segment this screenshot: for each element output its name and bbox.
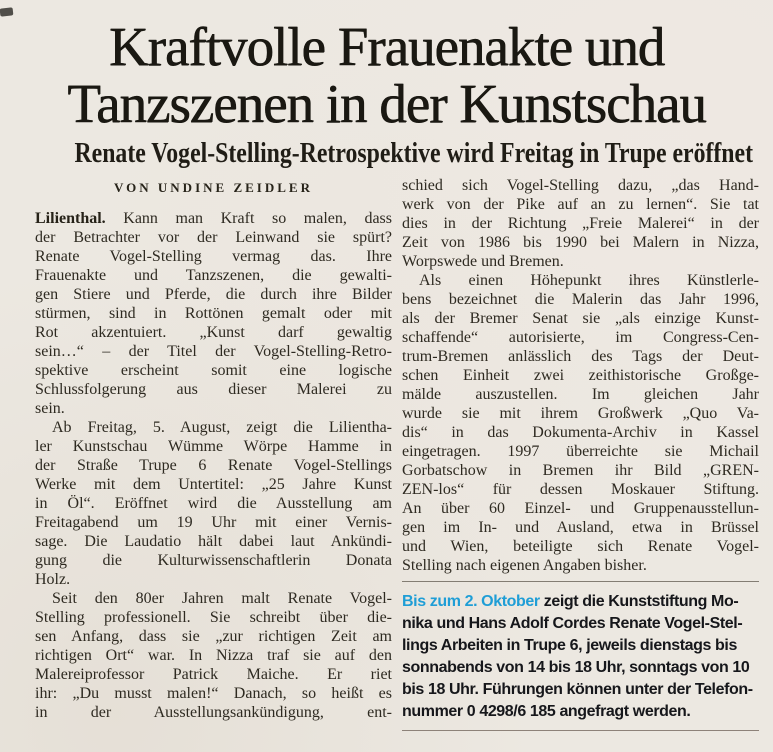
body-line: ihr: „Du musst malen!“ Danach, so heißt es xyxy=(35,685,392,702)
body-line: sage. Die Laudatio hält dabei laut Ankündi- xyxy=(35,533,392,550)
body-line: in der Ausstellungsankündigung, ent- xyxy=(35,704,392,721)
infobox-line: lings Arbeiten in Trupe 6, jeweils dienstags bis xyxy=(402,637,737,654)
body-line: werk von der Pike auf an zu lernen“. Sie tat xyxy=(402,196,759,213)
body-line: schaffende“ autorisierte, im Congress-Cen- xyxy=(402,329,759,346)
body-line: dies in der Richtung „Freie Malerei“ in der xyxy=(402,215,759,232)
body-line: ZEN-los“ für dessen Moskauer Stiftung. xyxy=(402,481,759,498)
body-line: Als einen Höhepunkt ihres Künstlerle- xyxy=(419,272,759,289)
infobox-line: nummer 0 4298/6 185 angefragt werden. xyxy=(402,703,691,720)
body-line: der Betrachter vor der Leinwand sie spürt? xyxy=(35,229,392,246)
infobox-line: Bis zum 2. Oktober zeigt die Kunststiftung Mo- xyxy=(402,593,739,610)
body-line: dis“ in das Dokumenta-Archiv in Kassel xyxy=(402,424,759,441)
body-line: Zeit von 1986 bis 1990 bei Malern in Nizza, xyxy=(402,234,759,251)
body-line: Renate Vogel-Stelling vermag das. Ihre xyxy=(35,248,392,265)
body-line: trum-Bremen anlässlich des Tags der Deut- xyxy=(402,348,759,365)
body-line: Werke mit dem Untertitel: „25 Jahre Kunst xyxy=(35,476,392,493)
body-line: Stelling professionell. Sie schreibt über die- xyxy=(35,609,392,626)
body-line: Schlussfolgerung aus dieser Malerei zu xyxy=(35,381,392,398)
body-line: mälde auszustellen. Im gleichen Jahr xyxy=(402,386,759,403)
body-line: Ab Freitag, 5. August, zeigt die Lilientha- xyxy=(52,419,392,436)
headline-line-1: Kraftvolle Frauenakte und xyxy=(108,16,665,77)
body-line: schied sich Vogel-Stelling dazu, „das Hand- xyxy=(402,177,759,194)
article-headline xyxy=(8,18,765,132)
scan-edge-mark xyxy=(0,7,13,16)
body-line: gung die Kulturwissenschaftlerin Donata xyxy=(35,552,392,569)
body-line: sein. xyxy=(35,400,65,417)
body-line: Freitagabend um 19 Uhr mit einer Vernis- xyxy=(35,514,392,531)
body-line: in Öl“. Eröffnet wird die Ausstellung am xyxy=(35,495,392,512)
body-line: Malereiprofessor Patrick Maiche. Er riet xyxy=(35,666,392,683)
body-line: sen Anfang, dass sie „zur richtigen Zeit am xyxy=(35,628,392,645)
paragraph xyxy=(402,271,759,575)
body-line: gen im In- und Ausland, etwa in Brüssel xyxy=(402,519,759,536)
body-line: Lilienthal. Kann man Kraft so malen, dass xyxy=(35,210,392,227)
infobox-date-highlight: Bis zum 2. Oktober xyxy=(402,593,540,610)
body-line: Frauenakte und Tanzszenen, die gewalti- xyxy=(35,267,392,284)
body-line: schen Einheit zwei zeithistorische Großge- xyxy=(402,367,759,384)
article-columns xyxy=(35,176,759,731)
paragraph xyxy=(35,418,392,589)
paragraph xyxy=(35,589,392,722)
body-line: wurde sie mit ihrem Großwerk „Quo Va- xyxy=(402,405,759,422)
body-line: ler Kunstschau Wümme Wörpe Hamme in xyxy=(35,438,392,455)
body-line: als der Bremer Senat sie „als einzige Kunst- xyxy=(402,310,759,327)
headline-line-2: Tanzszenen in der Kunstschau xyxy=(67,73,706,134)
body-line: sein…“ – der Titel der Vogel-Stelling-Retro- xyxy=(35,343,392,360)
body-line: der Straße Trupe 6 Renate Vogel-Stellings xyxy=(35,457,392,474)
byline: VON UNDINE ZEIDLER xyxy=(114,180,313,195)
infobox-line: bis 18 Uhr. Führungen können unter der Telefon- xyxy=(402,681,753,698)
right-column xyxy=(402,176,759,731)
left-column xyxy=(35,176,392,731)
body-line: Gorbatschow in Bremen ihr Bild „GREN- xyxy=(402,462,759,479)
body-line: spektive erscheint somit eine logische xyxy=(35,362,392,379)
infobox-line: nika und Hans Adolf Cordes Renate Vogel-Stel- xyxy=(402,615,743,632)
body-line: und Wien, beteiligte sich Renate Vogel- xyxy=(402,538,759,555)
exhibition-info-box xyxy=(402,581,759,731)
infobox-line: sonnabends von 14 bis 18 Uhr, sonntags von 10 xyxy=(402,659,750,676)
body-line: Stelling nach eigenen Angaben bisher. xyxy=(402,557,647,574)
body-line: stürmen, sind in Rottönen gemalt oder mit xyxy=(35,305,392,322)
body-line: gen Stiere und Pferde, die durch ihre Bilder xyxy=(35,286,392,303)
article-subheadline xyxy=(0,137,773,169)
body-line: bens bezeichnet die Malerin das Jahr 1996, xyxy=(402,291,759,308)
body-line: Worpswede und Bremen. xyxy=(402,253,564,270)
infobox-text xyxy=(402,582,759,730)
dateline: Lilienthal. xyxy=(35,210,106,227)
body-line: Holz. xyxy=(35,571,71,588)
infobox-bottom-rule xyxy=(402,730,759,731)
paragraph xyxy=(402,176,759,271)
body-line: eingetragen. 1997 überreichte sie Michail xyxy=(402,443,759,460)
body-line: richtigen Ort“ war. In Nizza traf sie auf den xyxy=(35,647,392,664)
subheadline-text: Renate Vogel-Stelling-Retrospektive wird Freitag in Trupe eröffnet xyxy=(74,137,753,169)
body-line: An über 60 Einzel- und Gruppenausstellun- xyxy=(402,500,759,517)
body-line: Rot akzentuiert. „Kunst darf gewaltig xyxy=(35,324,392,341)
body-line: Seit den 80er Jahren malt Renate Vogel- xyxy=(52,590,392,607)
paragraph xyxy=(35,209,392,418)
